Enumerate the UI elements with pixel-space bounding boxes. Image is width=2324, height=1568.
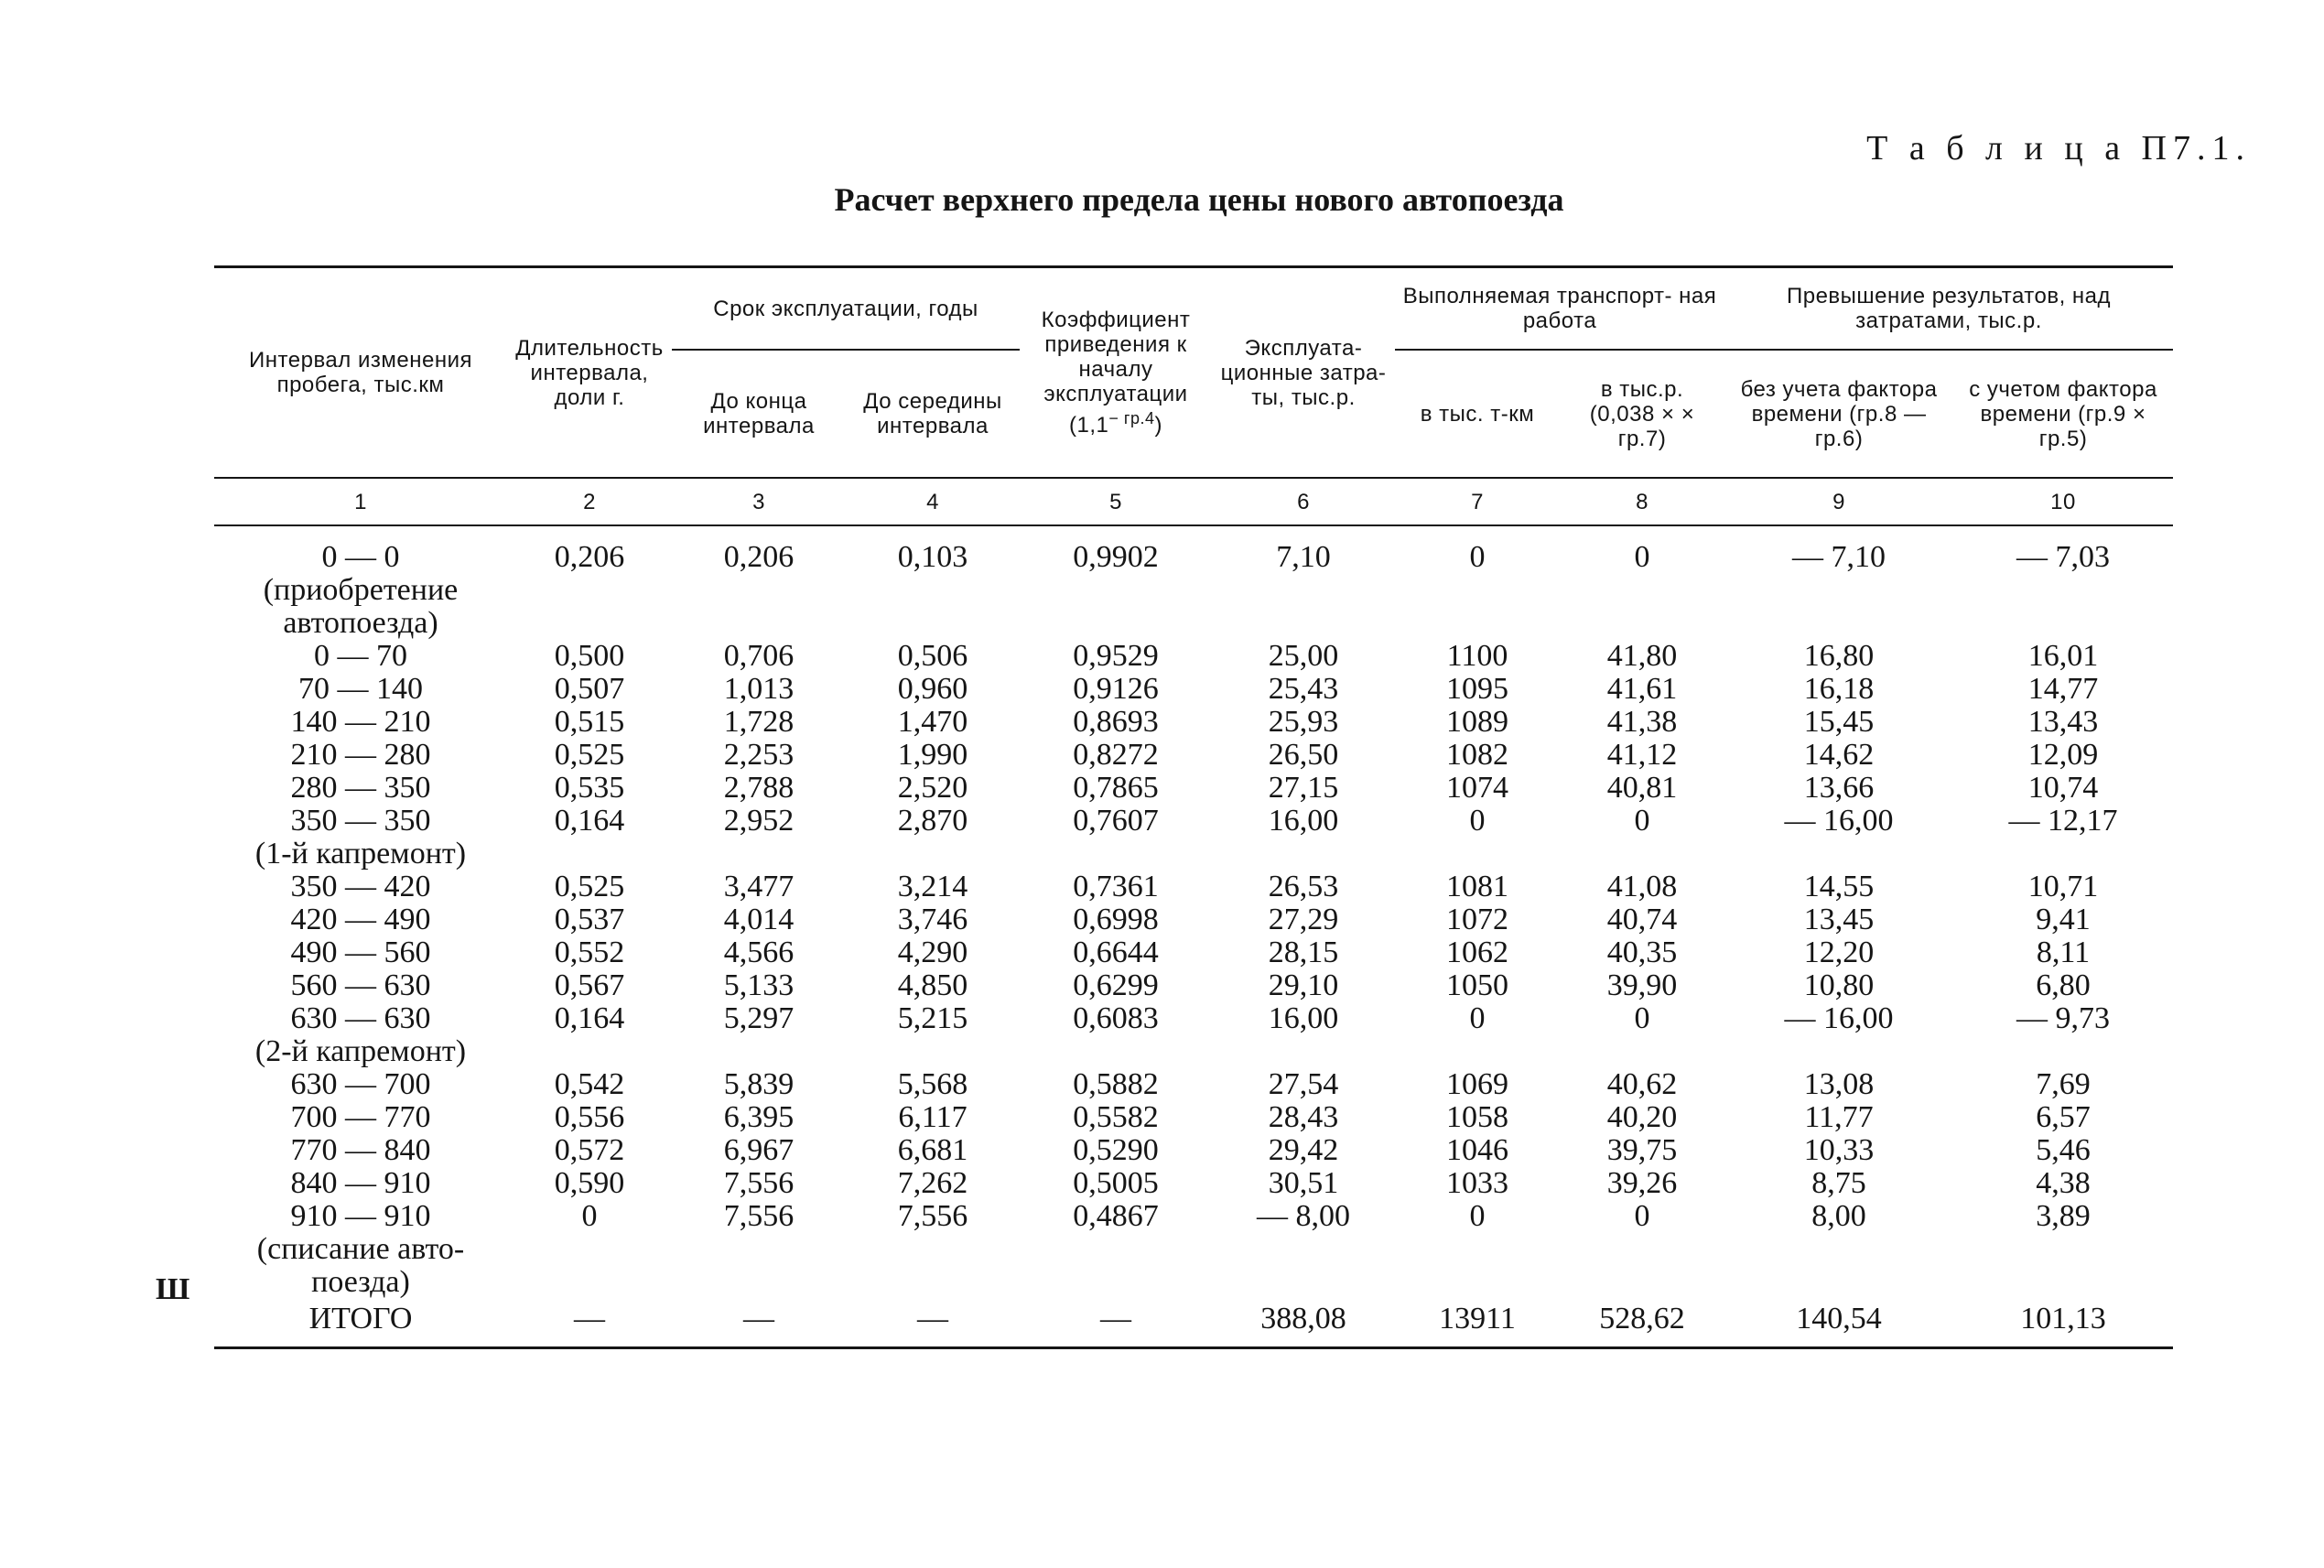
header-term-end: До конца интервала <box>703 389 815 438</box>
value-cell <box>1395 1266 1560 1299</box>
value-cell: 0,542 <box>554 1067 625 1101</box>
value-cell: 6,681 <box>897 1133 968 1167</box>
value-cell: 3,477 <box>723 870 794 903</box>
value-cell: 25,93 <box>1268 705 1339 739</box>
table-row <box>214 969 2173 1002</box>
value-cell: 3,214 <box>897 870 968 903</box>
value-cell: — 12,17 <box>2008 804 2118 838</box>
value-cell: 0,7865 <box>1073 771 1159 805</box>
value-cell: 7,556 <box>723 1199 794 1233</box>
value-cell <box>1212 607 1395 640</box>
value-cell: 13,08 <box>1803 1067 1875 1101</box>
table-row <box>214 525 2173 574</box>
value-cell <box>1724 1233 1953 1266</box>
value-cell: 2,520 <box>897 771 968 805</box>
column-number: 4 <box>846 478 1020 525</box>
value-cell: 7,10 <box>1276 540 1331 574</box>
value-cell <box>672 607 846 640</box>
total-value: 388,08 <box>1212 1299 1395 1348</box>
value-cell: 16,18 <box>1803 672 1875 706</box>
interval-cell: 560 — 630 <box>290 968 431 1002</box>
header-coefficient <box>1020 267 1212 479</box>
value-cell: 2,788 <box>723 771 794 805</box>
value-cell: 13,43 <box>2027 705 2099 739</box>
table-row <box>214 1167 2173 1200</box>
table-row <box>214 936 2173 969</box>
value-cell <box>1724 607 1953 640</box>
value-cell <box>846 1035 1020 1068</box>
value-cell: 14,77 <box>2027 672 2099 706</box>
value-cell: — 7,03 <box>2016 540 2111 574</box>
value-cell: — 9,73 <box>2016 1001 2111 1035</box>
value-cell <box>507 607 672 640</box>
interval-cell: 210 — 280 <box>290 738 431 772</box>
value-cell: 0 <box>1634 804 1650 838</box>
value-cell <box>1953 607 2173 640</box>
interval-cell: 630 — 630 <box>290 1001 431 1035</box>
value-cell: — 8,00 <box>1257 1199 1350 1233</box>
value-cell: 41,08 <box>1606 870 1678 903</box>
table-row <box>214 673 2173 706</box>
value-cell: 1046 <box>1446 1133 1508 1167</box>
value-cell: 0,6998 <box>1073 903 1159 936</box>
value-cell <box>672 1233 846 1266</box>
value-cell: 7,556 <box>723 1166 794 1200</box>
total-row <box>214 1299 2173 1348</box>
value-cell: 39,75 <box>1606 1133 1678 1167</box>
interval-cell: 0 — 0 <box>321 540 400 574</box>
column-number-row <box>214 478 2173 525</box>
value-cell: 1,470 <box>897 705 968 739</box>
value-cell: 3,746 <box>897 903 968 936</box>
value-cell: 27,15 <box>1268 771 1339 805</box>
value-cell: 1089 <box>1446 705 1508 739</box>
value-cell: 4,850 <box>897 968 968 1002</box>
interval-cell: (списание авто- <box>256 1232 465 1266</box>
value-cell: 0,6644 <box>1073 935 1159 969</box>
value-cell: 0,206 <box>723 540 794 574</box>
header-work-group: Выполняемая транспорт- ная работа <box>1395 267 1724 351</box>
value-cell: 0,7607 <box>1073 804 1159 838</box>
value-cell <box>1560 574 1724 607</box>
value-cell: 1069 <box>1446 1067 1508 1101</box>
value-cell <box>1020 838 1212 871</box>
value-cell <box>1212 1266 1395 1299</box>
value-cell: 26,53 <box>1268 870 1339 903</box>
value-cell: 8,00 <box>1811 1199 1866 1233</box>
value-cell: 1100 <box>1446 639 1508 673</box>
value-cell: — 16,00 <box>1784 804 1894 838</box>
header-work-tkm: в тыс. т-км <box>1420 401 1535 427</box>
value-cell: 0,164 <box>554 804 625 838</box>
table-row <box>214 739 2173 772</box>
value-cell: 41,12 <box>1606 738 1678 772</box>
column-number: 6 <box>1212 478 1395 525</box>
value-cell: 0,5005 <box>1073 1166 1159 1200</box>
value-cell <box>1020 1035 1212 1068</box>
value-cell: 6,967 <box>723 1133 794 1167</box>
value-cell: 0,506 <box>897 639 968 673</box>
value-cell: 0,103 <box>897 540 968 574</box>
value-cell: 9,41 <box>2036 903 2091 936</box>
value-cell: 11,77 <box>1804 1100 1874 1134</box>
interval-cell: 140 — 210 <box>290 705 431 739</box>
value-cell <box>1395 607 1560 640</box>
header-duration: Длительность интервала, доли г. <box>507 267 672 479</box>
value-cell: 1072 <box>1446 903 1508 936</box>
table-row <box>214 1233 2173 1266</box>
interval-cell: 910 — 910 <box>290 1199 431 1233</box>
interval-cell: (2-й капремонт) <box>254 1034 467 1068</box>
value-cell: 40,20 <box>1606 1100 1678 1134</box>
header-term-group: Срок эксплуатации, годы <box>672 267 1020 351</box>
value-cell: 0,5882 <box>1073 1067 1159 1101</box>
value-cell <box>1560 1233 1724 1266</box>
value-cell: 7,556 <box>897 1199 968 1233</box>
value-cell: 0,556 <box>554 1100 625 1134</box>
value-cell: 13,45 <box>1803 903 1875 936</box>
value-cell: 0,8272 <box>1073 738 1159 772</box>
value-cell: 1074 <box>1446 771 1508 805</box>
value-cell <box>1020 574 1212 607</box>
value-cell: 0 <box>1469 1199 1486 1233</box>
value-cell: 0,9529 <box>1073 639 1159 673</box>
value-cell: 0 <box>1634 1001 1650 1035</box>
value-cell <box>1724 1266 1953 1299</box>
value-cell: 39,26 <box>1606 1166 1678 1200</box>
table-row <box>214 871 2173 903</box>
value-cell <box>1724 838 1953 871</box>
value-cell <box>1395 1233 1560 1266</box>
header-excess-group: Превышение результатов, над затратами, тыс.р. <box>1724 267 2173 351</box>
value-cell: 1095 <box>1446 672 1508 706</box>
value-cell <box>507 1233 672 1266</box>
interval-cell: 770 — 840 <box>290 1133 431 1167</box>
value-cell: — 7,10 <box>1792 540 1886 574</box>
table-row <box>214 903 2173 936</box>
value-cell: 5,568 <box>897 1067 968 1101</box>
value-cell <box>507 838 672 871</box>
value-cell <box>507 574 672 607</box>
interval-cell: поезда) <box>311 1265 410 1299</box>
table-row <box>214 1068 2173 1101</box>
value-cell: 0 <box>1634 540 1650 574</box>
value-cell: 0,9126 <box>1073 672 1159 706</box>
value-cell: 0,515 <box>554 705 625 739</box>
value-cell: 0 <box>1634 1199 1650 1233</box>
column-number: 1 <box>214 478 507 525</box>
table-row <box>214 607 2173 640</box>
value-cell: 0,164 <box>554 1001 625 1035</box>
value-cell: 0,5582 <box>1073 1100 1159 1134</box>
value-cell <box>846 607 1020 640</box>
total-value: — <box>846 1299 1020 1348</box>
value-cell <box>672 1035 846 1068</box>
column-number: 2 <box>507 478 672 525</box>
value-cell: 0,525 <box>554 870 625 903</box>
value-cell: 0 <box>581 1199 598 1233</box>
header-operating-costs: Эксплуата- ционные затра- ты, тыс.р. <box>1212 267 1395 479</box>
header-coefficient-label: Коэффициент приведения к началу эксплуатации <box>1041 308 1191 406</box>
value-cell: 8,11 <box>2036 935 2091 969</box>
total-value: — <box>1020 1299 1212 1348</box>
table-row <box>214 1266 2173 1299</box>
column-number: 8 <box>1560 478 1724 525</box>
table-row <box>214 706 2173 739</box>
table-label: Т а б л и ц а П7.1. <box>1866 129 2251 168</box>
value-cell: 6,395 <box>723 1100 794 1134</box>
value-cell <box>1953 574 2173 607</box>
value-cell: 13,66 <box>1803 771 1875 805</box>
table-header <box>214 267 2173 526</box>
value-cell: 3,89 <box>2036 1199 2091 1233</box>
value-cell: 5,215 <box>897 1001 968 1035</box>
value-cell: 1033 <box>1446 1166 1508 1200</box>
interval-cell: 490 — 560 <box>290 935 431 969</box>
value-cell <box>1560 607 1724 640</box>
value-cell <box>672 838 846 871</box>
value-cell <box>1953 1266 2173 1299</box>
value-cell: 10,71 <box>2027 870 2099 903</box>
value-cell: 0,7361 <box>1073 870 1159 903</box>
value-cell: 4,38 <box>2036 1166 2091 1200</box>
interval-cell: 630 — 700 <box>290 1067 431 1101</box>
column-number: 3 <box>672 478 846 525</box>
value-cell <box>1020 607 1212 640</box>
value-cell <box>846 838 1020 871</box>
value-cell: 5,133 <box>723 968 794 1002</box>
document-title: Расчет верхнего предела цены нового автопоезда <box>834 181 1564 218</box>
value-cell <box>1724 1035 1953 1068</box>
value-cell: 16,01 <box>2027 639 2099 673</box>
header-coefficient-formula: $(1,1^{- гр.4})$ <box>1069 409 1162 438</box>
value-cell: 2,870 <box>897 804 968 838</box>
value-cell: 1,728 <box>723 705 794 739</box>
value-cell: 0 <box>1469 540 1486 574</box>
data-table-container <box>214 265 2173 1349</box>
value-cell: 39,90 <box>1606 968 1678 1002</box>
table-row <box>214 1002 2173 1035</box>
table-row <box>214 1101 2173 1134</box>
value-cell: 16,00 <box>1268 804 1339 838</box>
value-cell: 2,253 <box>723 738 794 772</box>
value-cell <box>1020 1266 1212 1299</box>
total-value: — <box>672 1299 846 1348</box>
value-cell: 15,45 <box>1803 705 1875 739</box>
value-cell: 41,61 <box>1606 672 1678 706</box>
total-value: 101,13 <box>1953 1299 2173 1348</box>
value-cell: 0 <box>1469 1001 1486 1035</box>
value-cell: 14,55 <box>1803 870 1875 903</box>
total-label: ИТОГО <box>214 1299 507 1348</box>
value-cell: 0 <box>1469 804 1486 838</box>
value-cell: 0,206 <box>554 540 625 574</box>
total-value: 528,62 <box>1560 1299 1724 1348</box>
value-cell: 0,6083 <box>1073 1001 1159 1035</box>
value-cell <box>1212 1035 1395 1068</box>
value-cell <box>846 574 1020 607</box>
value-cell <box>1560 1266 1724 1299</box>
value-cell: 29,10 <box>1268 968 1339 1002</box>
value-cell: 1062 <box>1446 935 1508 969</box>
value-cell: 8,75 <box>1811 1166 1866 1200</box>
value-cell: 6,57 <box>2036 1100 2091 1134</box>
total-value: 140,54 <box>1724 1299 1953 1348</box>
total-value: 13911 <box>1395 1299 1560 1348</box>
value-cell: 7,262 <box>897 1166 968 1200</box>
value-cell <box>846 1233 1020 1266</box>
value-cell: 26,50 <box>1268 738 1339 772</box>
column-number: 5 <box>1020 478 1212 525</box>
interval-cell: 280 — 350 <box>290 771 431 805</box>
value-cell: 0,572 <box>554 1133 625 1167</box>
value-cell <box>1395 574 1560 607</box>
value-cell: 1,990 <box>897 738 968 772</box>
table-row <box>214 805 2173 838</box>
value-cell: 2,952 <box>723 804 794 838</box>
value-cell: 0,500 <box>554 639 625 673</box>
value-cell <box>1212 838 1395 871</box>
table-row <box>214 1134 2173 1167</box>
value-cell: 0,6299 <box>1073 968 1159 1002</box>
value-cell: 25,43 <box>1268 672 1339 706</box>
table-row <box>214 1200 2173 1233</box>
value-cell <box>1953 1233 2173 1266</box>
value-cell <box>1953 838 2173 871</box>
value-cell <box>507 1035 672 1068</box>
value-cell: 16,00 <box>1268 1001 1339 1035</box>
interval-cell: автопоезда) <box>283 606 438 640</box>
interval-cell: 350 — 420 <box>290 870 431 903</box>
value-cell: 5,297 <box>723 1001 794 1035</box>
header-term-mid: До середины интервала <box>863 389 1002 438</box>
value-cell: 0,706 <box>723 639 794 673</box>
value-cell: 6,117 <box>898 1100 967 1134</box>
value-cell: 0,4867 <box>1073 1199 1159 1233</box>
header-excess-no-time: без учета фактора времени (гр.8 — гр.6) <box>1740 376 1938 451</box>
value-cell <box>1212 1233 1395 1266</box>
value-cell: 4,290 <box>897 935 968 969</box>
table-row <box>214 640 2173 673</box>
interval-cell: 70 — 140 <box>298 672 423 706</box>
value-cell <box>1560 838 1724 871</box>
value-cell <box>672 1266 846 1299</box>
value-cell: 0,535 <box>554 771 625 805</box>
value-cell: — 16,00 <box>1784 1001 1894 1035</box>
value-cell <box>1953 1035 2173 1068</box>
value-cell: 29,42 <box>1268 1133 1339 1167</box>
table-body <box>214 525 2173 1348</box>
interval-cell: 840 — 910 <box>290 1166 431 1200</box>
value-cell: 0,8693 <box>1073 705 1159 739</box>
column-number: 9 <box>1724 478 1953 525</box>
header-excess-time: с учетом фактора времени (гр.9 × гр.5) <box>1969 376 2157 451</box>
value-cell: 27,54 <box>1268 1067 1339 1101</box>
table-row <box>214 1035 2173 1068</box>
value-cell: 0,567 <box>554 968 625 1002</box>
value-cell: 27,29 <box>1268 903 1339 936</box>
value-cell: 1050 <box>1446 968 1508 1002</box>
value-cell: 0,552 <box>554 935 625 969</box>
value-cell: 30,51 <box>1268 1166 1339 1200</box>
value-cell: 1081 <box>1446 870 1508 903</box>
interval-cell: 350 — 350 <box>290 804 431 838</box>
value-cell: 0,9902 <box>1073 540 1159 574</box>
value-cell: 10,80 <box>1803 968 1875 1002</box>
value-cell: 41,38 <box>1606 705 1678 739</box>
value-cell: 10,74 <box>2027 771 2099 805</box>
value-cell: 0,525 <box>554 738 625 772</box>
price-calculation-table <box>214 265 2173 1349</box>
value-cell: 40,74 <box>1606 903 1678 936</box>
value-cell: 0,5290 <box>1073 1133 1159 1167</box>
value-cell: 1058 <box>1446 1100 1508 1134</box>
value-cell <box>1724 574 1953 607</box>
value-cell: 6,80 <box>2036 968 2091 1002</box>
value-cell <box>1212 574 1395 607</box>
value-cell <box>1560 1035 1724 1068</box>
value-cell: 28,43 <box>1268 1100 1339 1134</box>
value-cell <box>1395 838 1560 871</box>
value-cell: 4,566 <box>723 935 794 969</box>
interval-cell: (приобретение <box>263 573 459 607</box>
value-cell: 40,35 <box>1606 935 1678 969</box>
value-cell <box>1395 1035 1560 1068</box>
value-cell: 5,46 <box>2036 1133 2091 1167</box>
side-mark: Ш <box>156 1272 190 1306</box>
value-cell: 1,013 <box>723 672 794 706</box>
value-cell <box>507 1266 672 1299</box>
value-cell <box>1020 1233 1212 1266</box>
table-row <box>214 574 2173 607</box>
value-cell: 28,15 <box>1268 935 1339 969</box>
value-cell: 40,81 <box>1606 771 1678 805</box>
value-cell: 10,33 <box>1803 1133 1875 1167</box>
interval-cell: 700 — 770 <box>290 1100 431 1134</box>
interval-cell: 0 — 70 <box>314 639 407 673</box>
value-cell: 41,80 <box>1606 639 1678 673</box>
total-value: — <box>507 1299 672 1348</box>
value-cell: 5,839 <box>723 1067 794 1101</box>
header-work-rub: в тыс.р. (0,038 × × гр.7) <box>1589 376 1695 451</box>
value-cell: 40,62 <box>1606 1067 1678 1101</box>
value-cell: 25,00 <box>1268 639 1339 673</box>
column-number: 7 <box>1395 478 1560 525</box>
column-number: 10 <box>1953 478 2173 525</box>
value-cell: 12,20 <box>1803 935 1875 969</box>
value-cell <box>672 574 846 607</box>
value-cell <box>846 1266 1020 1299</box>
value-cell: 1082 <box>1446 738 1508 772</box>
value-cell: 12,09 <box>2027 738 2099 772</box>
value-cell: 4,014 <box>723 903 794 936</box>
header-interval: Интервал изменения пробега, тыс.км <box>214 267 507 479</box>
value-cell: 16,80 <box>1803 639 1875 673</box>
interval-cell: 420 — 490 <box>290 903 431 936</box>
value-cell: 0,590 <box>554 1166 625 1200</box>
interval-cell: (1-й капремонт) <box>254 837 467 871</box>
value-cell: 0,507 <box>554 672 625 706</box>
table-row <box>214 772 2173 805</box>
value-cell: 0,960 <box>897 672 968 706</box>
value-cell: 14,62 <box>1803 738 1875 772</box>
value-cell: 0,537 <box>554 903 625 936</box>
table-row <box>214 838 2173 871</box>
value-cell: 7,69 <box>2036 1067 2091 1101</box>
